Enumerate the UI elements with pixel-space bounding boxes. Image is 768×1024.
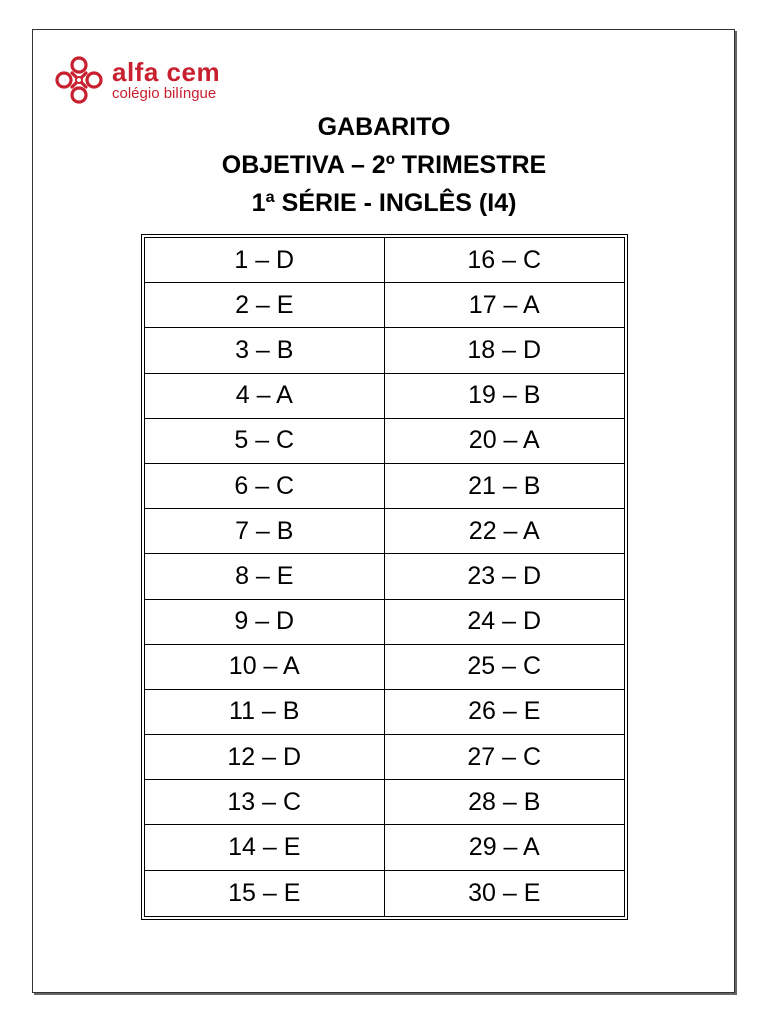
answer-cell-left: 1 – D: [145, 238, 385, 283]
answer-cell-right: 24 – D: [385, 600, 625, 645]
answer-cell-left: 13 – C: [145, 780, 385, 825]
table-row: [145, 690, 624, 735]
table-row: [145, 328, 624, 373]
answer-cell-left: 12 – D: [145, 735, 385, 780]
answer-cell-left: 15 – E: [145, 871, 385, 916]
answer-cell-right: 25 – C: [385, 645, 625, 690]
answer-cell-left: 7 – B: [145, 509, 385, 554]
answer-cell-right: 28 – B: [385, 780, 625, 825]
answer-cell-left: 10 – A: [145, 645, 385, 690]
answer-cell-right: 27 – C: [385, 735, 625, 780]
title-exam-period: OBJETIVA – 2º TRIMESTRE: [221, 151, 547, 179]
answer-cell-left: 4 – A: [145, 374, 385, 419]
document-header: [0, 108, 768, 222]
answer-cell-left: 11 – B: [145, 690, 385, 735]
answer-cell-right: 26 – E: [385, 690, 625, 735]
table-row: [145, 600, 624, 645]
brand-subtitle: colégio bilíngue: [112, 85, 217, 102]
table-row: [145, 645, 624, 690]
answer-cell-right: 17 – A: [385, 283, 625, 328]
table-row: [145, 509, 624, 554]
answer-cell-right: 18 – D: [385, 328, 625, 373]
answer-cell-right: 30 – E: [468, 878, 541, 907]
answer-cell-right: 23 – D: [385, 554, 625, 599]
answer-cell-right: 19 – B: [385, 374, 625, 419]
table-row: [145, 735, 624, 780]
answer-cell-left: 5 – C: [145, 419, 385, 464]
answer-key-table: [144, 237, 625, 917]
answer-cell-right: 20 – A: [385, 419, 625, 464]
table-row: [145, 825, 624, 870]
brand-name: alfa cem: [112, 57, 221, 87]
answer-cell-left: 9 – D: [145, 600, 385, 645]
school-logo: [52, 52, 220, 108]
answer-cell-right: 22 – A: [385, 509, 625, 554]
table-row: [145, 464, 624, 509]
title-gabarito: GABARITO: [317, 113, 451, 141]
table-row: [145, 374, 624, 419]
answer-cell-left: 8 – E: [145, 554, 385, 599]
title-class-subject: 1ª SÉRIE - INGLÊS (I4): [251, 189, 517, 217]
answer-cell-right: 29 – A: [385, 825, 625, 870]
answer-cell-right: 16 – C: [385, 238, 625, 283]
table-row: [145, 554, 624, 599]
table-row: [145, 419, 624, 464]
answer-cell-left: 3 – B: [145, 328, 385, 373]
answer-cell-left: 2 – E: [145, 283, 385, 328]
answer-cell-left: 6 – C: [145, 464, 385, 509]
table-row: [145, 780, 624, 825]
table-row: [145, 238, 624, 283]
answer-cell-left: 14 – E: [145, 825, 385, 870]
answer-cell-right: 21 – B: [385, 464, 625, 509]
table-row: [145, 283, 624, 328]
knot-logo-icon: [52, 53, 106, 107]
table-row: [145, 871, 624, 916]
